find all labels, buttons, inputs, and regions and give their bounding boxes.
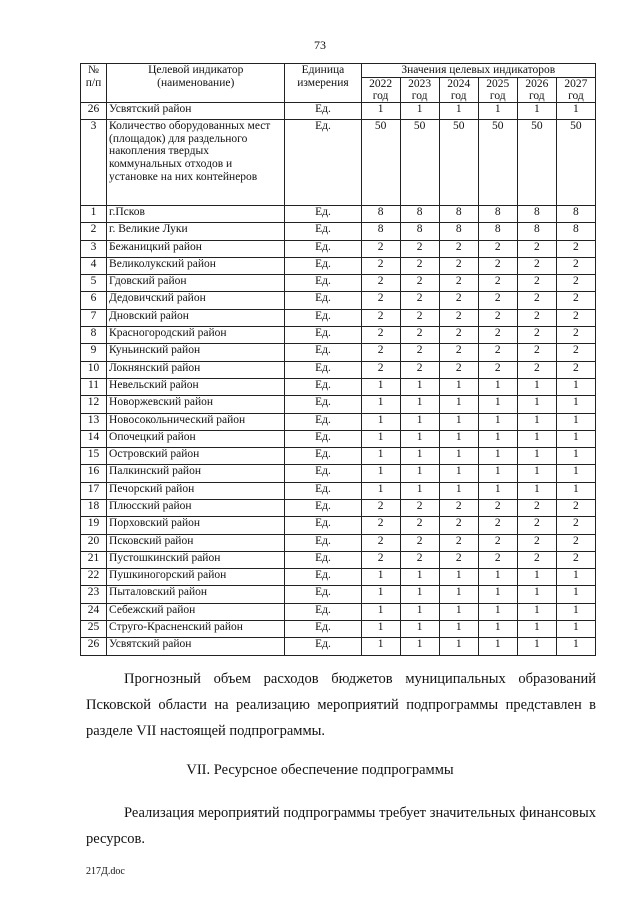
- header-year: 2023 год: [400, 77, 439, 102]
- row-indicator-name: Красногородский район: [107, 327, 285, 344]
- row-value: 2: [400, 275, 439, 292]
- row-value: 2: [439, 327, 478, 344]
- table-row: [81, 430, 596, 447]
- row-indicator-name: Струго-Красненский район: [107, 621, 285, 638]
- row-value: 1: [556, 638, 595, 655]
- row-value: 2: [556, 275, 595, 292]
- row-value: 2: [478, 327, 517, 344]
- row-value: 1: [361, 621, 400, 638]
- row-value: 1: [361, 448, 400, 465]
- row-num: 26: [81, 638, 107, 655]
- table-row: [81, 638, 596, 655]
- row-indicator-name: Пустошкинский район: [107, 551, 285, 568]
- header-num: № п/п: [81, 64, 107, 103]
- row-indicator-name: Дновский район: [107, 309, 285, 326]
- row-value: 1: [439, 396, 478, 413]
- row-indicator-name: Гдовский район: [107, 275, 285, 292]
- row-value: 2: [361, 361, 400, 378]
- row-unit: Ед.: [285, 499, 361, 516]
- table-row: [81, 465, 596, 482]
- row-unit: Ед.: [285, 257, 361, 274]
- row-value: 2: [400, 517, 439, 534]
- row-indicator-name: Печорский район: [107, 482, 285, 499]
- row-value: 2: [556, 309, 595, 326]
- row-num: 23: [81, 586, 107, 603]
- row-value: 2: [439, 309, 478, 326]
- row-unit: Ед.: [285, 292, 361, 309]
- row-value: 1: [478, 430, 517, 447]
- row-value: 1: [439, 430, 478, 447]
- row-value: 1: [478, 621, 517, 638]
- row-value: 2: [400, 499, 439, 516]
- table-row: [81, 551, 596, 568]
- row-value: 50: [478, 119, 517, 205]
- row-value: 1: [400, 396, 439, 413]
- row-value: 2: [400, 309, 439, 326]
- row-value: 2: [478, 517, 517, 534]
- row-value: 1: [478, 378, 517, 395]
- row-value: 8: [400, 205, 439, 222]
- row-value: 50: [400, 119, 439, 205]
- row-value: 1: [400, 586, 439, 603]
- table-row: [81, 102, 596, 119]
- header-year: 2027 год: [556, 77, 595, 102]
- row-unit: Ед.: [285, 638, 361, 655]
- row-value: 8: [517, 223, 556, 240]
- row-value: 2: [478, 292, 517, 309]
- footer-filename: 217Д.doc: [86, 866, 125, 877]
- row-indicator-name: Псковский район: [107, 534, 285, 551]
- header-year: 2024 год: [439, 77, 478, 102]
- row-value: 1: [478, 413, 517, 430]
- table-row: [81, 569, 596, 586]
- row-value: 1: [439, 465, 478, 482]
- row-indicator-name: Новоржевский район: [107, 396, 285, 413]
- row-value: 2: [361, 240, 400, 257]
- row-num: 3: [81, 240, 107, 257]
- row-value: 1: [400, 102, 439, 119]
- row-value: 2: [361, 499, 400, 516]
- row-indicator-name: Островский район: [107, 448, 285, 465]
- row-unit: Ед.: [285, 275, 361, 292]
- row-num: 19: [81, 517, 107, 534]
- row-value: 2: [517, 499, 556, 516]
- row-value: 2: [439, 499, 478, 516]
- row-value: 50: [556, 119, 595, 205]
- row-value: 8: [361, 205, 400, 222]
- row-num: 13: [81, 413, 107, 430]
- row-value: 1: [478, 448, 517, 465]
- row-value: 1: [556, 621, 595, 638]
- row-num: 14: [81, 430, 107, 447]
- row-value: 2: [478, 534, 517, 551]
- row-num: 11: [81, 378, 107, 395]
- row-value: 1: [478, 638, 517, 655]
- row-num: 3: [81, 119, 107, 205]
- row-value: 2: [556, 499, 595, 516]
- row-value: 1: [400, 569, 439, 586]
- row-value: 1: [361, 396, 400, 413]
- table-row: [81, 482, 596, 499]
- row-value: 2: [400, 327, 439, 344]
- row-indicator-name: Новосокольнический район: [107, 413, 285, 430]
- row-value: 2: [478, 257, 517, 274]
- row-value: 2: [556, 517, 595, 534]
- row-value: 2: [439, 275, 478, 292]
- row-indicator-name: г.Псков: [107, 205, 285, 222]
- header-year: 2026 год: [517, 77, 556, 102]
- row-value: 1: [517, 448, 556, 465]
- row-value: 8: [439, 205, 478, 222]
- table-row: [81, 223, 596, 240]
- row-unit: Ед.: [285, 413, 361, 430]
- row-num: 2: [81, 223, 107, 240]
- row-value: 1: [517, 465, 556, 482]
- row-value: 1: [517, 430, 556, 447]
- row-num: 18: [81, 499, 107, 516]
- indicators-table: [80, 63, 596, 656]
- row-unit: Ед.: [285, 534, 361, 551]
- row-value: 1: [556, 586, 595, 603]
- row-value: 1: [556, 465, 595, 482]
- table-row: [81, 119, 596, 205]
- row-value: 1: [556, 102, 595, 119]
- row-value: 2: [517, 551, 556, 568]
- table-row: [81, 240, 596, 257]
- row-value: 1: [361, 586, 400, 603]
- row-value: 1: [400, 378, 439, 395]
- header-unit: Единица измерения: [285, 64, 361, 103]
- row-value: 1: [439, 638, 478, 655]
- row-value: 1: [556, 378, 595, 395]
- row-value: 2: [556, 534, 595, 551]
- row-indicator-name: Опочецкий район: [107, 430, 285, 447]
- row-value: 2: [517, 344, 556, 361]
- table-row: [81, 344, 596, 361]
- row-unit: Ед.: [285, 378, 361, 395]
- row-value: 1: [400, 638, 439, 655]
- row-num: 21: [81, 551, 107, 568]
- row-value: 1: [439, 621, 478, 638]
- row-value: 1: [400, 482, 439, 499]
- row-unit: Ед.: [285, 621, 361, 638]
- table-row: [81, 292, 596, 309]
- row-value: 1: [556, 396, 595, 413]
- row-value: 1: [361, 569, 400, 586]
- row-indicator-name: Усвятский район: [107, 638, 285, 655]
- row-value: 2: [556, 344, 595, 361]
- row-value: 2: [556, 257, 595, 274]
- row-value: 2: [361, 517, 400, 534]
- row-value: 2: [556, 361, 595, 378]
- header-year: 2025 год: [478, 77, 517, 102]
- table-row: [81, 603, 596, 620]
- row-indicator-name: Пыталовский район: [107, 586, 285, 603]
- row-value: 1: [400, 621, 439, 638]
- row-value: 1: [478, 465, 517, 482]
- row-value: 2: [556, 292, 595, 309]
- row-num: 10: [81, 361, 107, 378]
- row-value: 2: [439, 551, 478, 568]
- row-value: 2: [517, 534, 556, 551]
- row-value: 8: [478, 205, 517, 222]
- section-heading: VII. Ресурсное обеспечение подпрограммы: [186, 762, 454, 778]
- row-value: 1: [439, 448, 478, 465]
- row-value: 50: [439, 119, 478, 205]
- row-value: 50: [361, 119, 400, 205]
- row-value: 1: [439, 378, 478, 395]
- row-value: 1: [361, 603, 400, 620]
- row-unit: Ед.: [285, 361, 361, 378]
- row-value: 8: [556, 205, 595, 222]
- row-value: 2: [439, 534, 478, 551]
- row-unit: Ед.: [285, 119, 361, 205]
- row-value: 2: [400, 292, 439, 309]
- table-row: [81, 534, 596, 551]
- row-value: 1: [400, 430, 439, 447]
- row-value: 1: [517, 378, 556, 395]
- row-value: 1: [478, 603, 517, 620]
- row-num: 26: [81, 102, 107, 119]
- row-indicator-name: Пушкиногорский район: [107, 569, 285, 586]
- row-indicator-name: Количество оборудованных мест (площадок) для раздельного накопления твердых коммунальных отходов и установке на них контейнеров: [107, 119, 285, 205]
- header-indicator: Целевой индикатор (наименование): [107, 64, 285, 103]
- row-value: 1: [517, 586, 556, 603]
- row-value: 1: [556, 430, 595, 447]
- page-number: 73: [314, 38, 326, 52]
- row-num: 16: [81, 465, 107, 482]
- row-value: 1: [439, 413, 478, 430]
- row-indicator-name: Порховский район: [107, 517, 285, 534]
- row-value: 2: [517, 257, 556, 274]
- row-num: 9: [81, 344, 107, 361]
- row-num: 20: [81, 534, 107, 551]
- row-value: 2: [400, 551, 439, 568]
- row-value: 2: [361, 327, 400, 344]
- row-value: 1: [400, 603, 439, 620]
- row-value: 1: [439, 603, 478, 620]
- row-indicator-name: Плюсский район: [107, 499, 285, 516]
- table-row: [81, 309, 596, 326]
- row-num: 17: [81, 482, 107, 499]
- row-unit: Ед.: [285, 482, 361, 499]
- row-value: 2: [439, 292, 478, 309]
- row-num: 5: [81, 275, 107, 292]
- row-value: 1: [478, 586, 517, 603]
- row-value: 2: [361, 292, 400, 309]
- row-value: 1: [439, 569, 478, 586]
- row-value: 2: [478, 499, 517, 516]
- row-value: 8: [400, 223, 439, 240]
- row-value: 2: [478, 344, 517, 361]
- table-row: [81, 361, 596, 378]
- row-value: 2: [517, 240, 556, 257]
- header-year: 2022 год: [361, 77, 400, 102]
- row-value: 2: [556, 240, 595, 257]
- row-value: 2: [478, 275, 517, 292]
- row-value: 1: [361, 482, 400, 499]
- row-unit: Ед.: [285, 430, 361, 447]
- row-value: 1: [517, 396, 556, 413]
- row-num: 8: [81, 327, 107, 344]
- row-indicator-name: Дедовичский район: [107, 292, 285, 309]
- table-row: [81, 396, 596, 413]
- row-value: 1: [439, 102, 478, 119]
- table-row: [81, 378, 596, 395]
- row-value: 2: [400, 257, 439, 274]
- row-value: 2: [361, 275, 400, 292]
- row-value: 2: [361, 534, 400, 551]
- row-value: 2: [439, 361, 478, 378]
- table-header: [81, 64, 596, 103]
- row-value: 1: [361, 430, 400, 447]
- row-value: 2: [361, 551, 400, 568]
- paragraph-financing: Реализация мероприятий подпрограммы требует значительных финансовых ресурсов.: [86, 805, 596, 847]
- row-indicator-name: Бежаницкий район: [107, 240, 285, 257]
- row-value: 2: [517, 361, 556, 378]
- row-unit: Ед.: [285, 240, 361, 257]
- row-unit: Ед.: [285, 465, 361, 482]
- row-value: 1: [439, 586, 478, 603]
- row-indicator-name: Невельский район: [107, 378, 285, 395]
- row-num: 4: [81, 257, 107, 274]
- row-value: 2: [400, 361, 439, 378]
- row-value: 2: [400, 344, 439, 361]
- row-unit: Ед.: [285, 448, 361, 465]
- row-unit: Ед.: [285, 309, 361, 326]
- row-value: 1: [400, 413, 439, 430]
- row-value: 1: [556, 569, 595, 586]
- row-num: 12: [81, 396, 107, 413]
- row-value: 2: [361, 309, 400, 326]
- table-row: [81, 499, 596, 516]
- row-value: 1: [517, 482, 556, 499]
- row-value: 2: [556, 327, 595, 344]
- row-value: 1: [361, 102, 400, 119]
- row-value: 2: [517, 275, 556, 292]
- row-value: 2: [478, 361, 517, 378]
- row-value: 1: [478, 569, 517, 586]
- row-value: 2: [439, 344, 478, 361]
- row-value: 2: [517, 327, 556, 344]
- row-value: 2: [439, 257, 478, 274]
- row-value: 1: [556, 413, 595, 430]
- row-unit: Ед.: [285, 569, 361, 586]
- table-row: [81, 205, 596, 222]
- row-value: 2: [478, 240, 517, 257]
- row-num: 7: [81, 309, 107, 326]
- row-value: 1: [517, 102, 556, 119]
- row-indicator-name: Локнянский район: [107, 361, 285, 378]
- row-value: 1: [361, 378, 400, 395]
- header-values-group: Значения целевых индикаторов: [361, 64, 595, 78]
- row-value: 1: [439, 482, 478, 499]
- row-value: 1: [517, 638, 556, 655]
- row-value: 1: [517, 603, 556, 620]
- row-unit: Ед.: [285, 586, 361, 603]
- paragraph-budget-forecast: Прогнозный объем расходов бюджетов муниципальных образований Псковской области на реализацию мероприятий подпрограммы представлен в разделе VII настоящей подпрограммы.: [86, 671, 596, 739]
- table-row: [81, 257, 596, 274]
- row-unit: Ед.: [285, 102, 361, 119]
- row-value: 1: [517, 621, 556, 638]
- row-num: 6: [81, 292, 107, 309]
- row-value: 50: [517, 119, 556, 205]
- table-row: [81, 517, 596, 534]
- row-value: 2: [517, 309, 556, 326]
- row-value: 2: [361, 344, 400, 361]
- row-value: 2: [361, 257, 400, 274]
- row-value: 2: [478, 309, 517, 326]
- row-unit: Ед.: [285, 517, 361, 534]
- row-unit: Ед.: [285, 396, 361, 413]
- row-value: 8: [556, 223, 595, 240]
- row-unit: Ед.: [285, 327, 361, 344]
- row-indicator-name: Себежский район: [107, 603, 285, 620]
- row-num: 25: [81, 621, 107, 638]
- table-row: [81, 275, 596, 292]
- row-value: 1: [400, 465, 439, 482]
- row-num: 22: [81, 569, 107, 586]
- row-indicator-name: Куньинский район: [107, 344, 285, 361]
- row-num: 15: [81, 448, 107, 465]
- row-value: 8: [517, 205, 556, 222]
- row-value: 1: [556, 482, 595, 499]
- row-value: 1: [556, 603, 595, 620]
- row-value: 1: [517, 569, 556, 586]
- table-row: [81, 586, 596, 603]
- row-unit: Ед.: [285, 344, 361, 361]
- row-value: 1: [478, 102, 517, 119]
- row-value: 1: [361, 413, 400, 430]
- row-value: 2: [439, 517, 478, 534]
- row-indicator-name: Палкинский район: [107, 465, 285, 482]
- row-value: 1: [361, 638, 400, 655]
- row-value: 8: [478, 223, 517, 240]
- row-indicator-name: г. Великие Луки: [107, 223, 285, 240]
- row-value: 2: [556, 551, 595, 568]
- row-value: 2: [400, 534, 439, 551]
- row-num: 24: [81, 603, 107, 620]
- row-indicator-name: Усвятский район: [107, 102, 285, 119]
- row-value: 2: [478, 551, 517, 568]
- row-value: 8: [361, 223, 400, 240]
- row-value: 8: [439, 223, 478, 240]
- row-value: 1: [361, 465, 400, 482]
- row-value: 2: [517, 517, 556, 534]
- row-value: 2: [400, 240, 439, 257]
- row-unit: Ед.: [285, 205, 361, 222]
- row-value: 2: [439, 240, 478, 257]
- row-value: 1: [400, 448, 439, 465]
- row-unit: Ед.: [285, 223, 361, 240]
- table-row: [81, 448, 596, 465]
- table-row: [81, 621, 596, 638]
- row-value: 1: [478, 482, 517, 499]
- row-num: 1: [81, 205, 107, 222]
- row-value: 1: [478, 396, 517, 413]
- row-value: 2: [517, 292, 556, 309]
- table-row: [81, 327, 596, 344]
- table-body: [81, 102, 596, 655]
- row-unit: Ед.: [285, 603, 361, 620]
- row-value: 1: [517, 413, 556, 430]
- table-row: [81, 413, 596, 430]
- row-indicator-name: Великолукский район: [107, 257, 285, 274]
- row-value: 1: [556, 448, 595, 465]
- row-unit: Ед.: [285, 551, 361, 568]
